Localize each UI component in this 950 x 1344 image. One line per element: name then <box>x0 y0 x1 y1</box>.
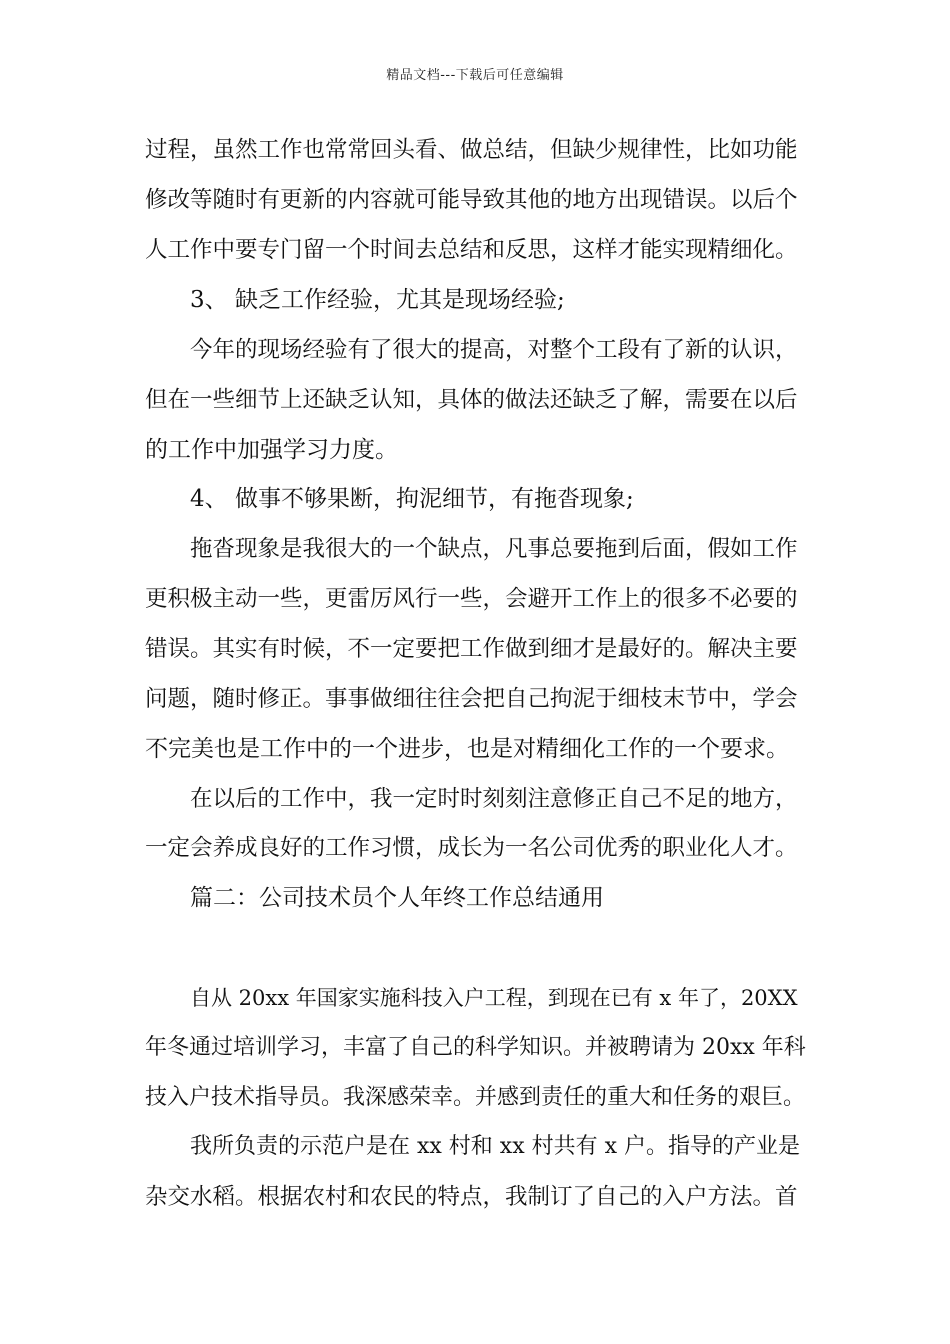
section-heading: 篇二：公司技术员个人年终工作总结通用 <box>190 885 604 911</box>
text-line: 更积极主动一些，更雷厉风行一些，会避开工作上的很多不必要的 <box>145 586 798 612</box>
text-line: 3、 缺乏工作经验，尤其是现场经验; <box>190 287 565 313</box>
text-line: 今年的现场经验有了很大的提高，对整个工段有了新的认识， <box>190 337 798 363</box>
text-line: 问题，随时修正。事事做细往往会把自己拘泥于细枝末节中，学会 <box>145 686 798 712</box>
text-line: 4、 做事不够果断，拘泥细节，有拖沓现象; <box>190 486 634 512</box>
text-line: 错误。其实有时候，不一定要把工作做到细才是最好的。解决主要 <box>145 636 798 662</box>
text-line: 在以后的工作中，我一定时时刻刻注意修正自己不足的地方， <box>190 786 798 812</box>
text-line: 拖沓现象是我很大的一个缺点，凡事总要拖到后面，假如工作 <box>190 536 798 562</box>
text-line: 自从 20xx 年国家实施科技入户工程，到现在已有 x 年了，20XX <box>190 986 798 1010</box>
text-line: 杂交水稻。根据农村和农民的特点，我制订了自己的入户方法。首 <box>145 1184 798 1210</box>
text-line: 的工作中加强学习力度。 <box>145 437 398 463</box>
text-line: 不完美也是工作中的一个进步，也是对精细化工作的一个要求。 <box>145 736 789 762</box>
text-line: 过程，虽然工作也常常回头看、做总结，但缺少规律性，比如功能 <box>145 137 798 163</box>
text-line: 年冬通过培训学习，丰富了自己的科学知识。并被聘请为 20xx 年科 <box>145 1035 806 1060</box>
text-line: 技入户技术指导员。我深感荣幸。并感到责任的重大和任务的艰巨。 <box>145 1085 806 1110</box>
text-line: 一定会养成良好的工作习惯，成长为一名公司优秀的职业化人才。 <box>145 835 798 861</box>
text-line: 修改等随时有更新的内容就可能导致其他的地方出现错误。以后个 <box>145 187 798 213</box>
text-line: 人工作中要专门留一个时间去总结和反思，这样才能实现精细化。 <box>145 237 798 263</box>
page-header: 精品文档---下载后可任意编辑 <box>386 68 564 83</box>
text-line: 但在一些细节上还缺乏认知，具体的做法还缺乏了解，需要在以后 <box>145 387 798 413</box>
text-line: 我所负责的示范户是在 xx 村和 xx 村共有 x 户。指导的产业是 <box>190 1134 800 1159</box>
